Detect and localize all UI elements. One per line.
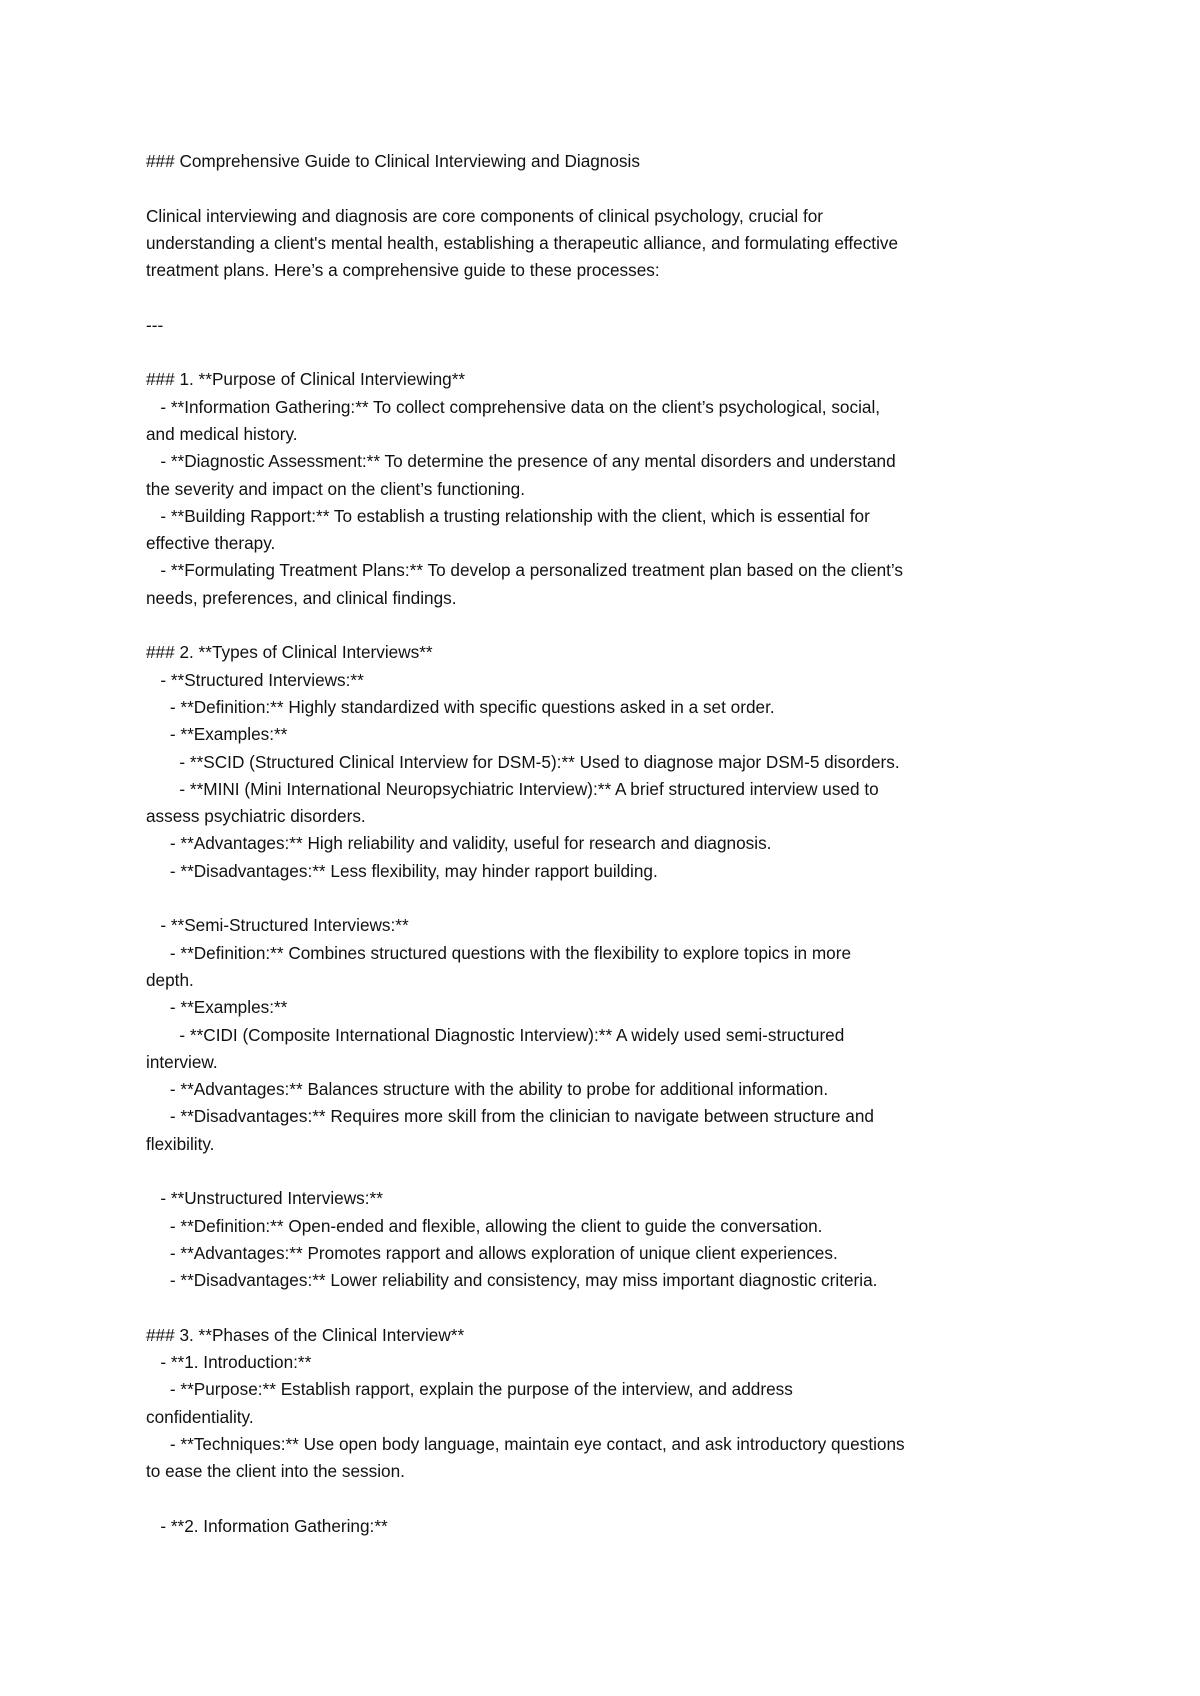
document-title: ### Comprehensive Guide to Clinical Interviewing and Diagnosis	[146, 151, 640, 171]
section-heading: ### 2. **Types of Clinical Interviews**	[146, 642, 433, 663]
list-line: - **Semi-Structured Interviews:**	[146, 915, 409, 936]
list-line: - **Disadvantages:** Lower reliability and consistency, may miss important diagnostic criteria.	[146, 1270, 878, 1291]
list-line: depth.	[146, 969, 194, 990]
list-line: - **Definition:** Combines structured questions with the flexibility to explore topics in more	[146, 942, 852, 963]
list-line: - **Advantages:** Balances structure with the ability to probe for additional information.	[146, 1079, 829, 1100]
list-line: - **2. Information Gathering:**	[146, 1515, 388, 1536]
blank-line	[146, 284, 1076, 311]
list-line: the severity and impact on the client’s functioning.	[146, 478, 525, 499]
list-line: - **Diagnostic Assessment:** To determine the presence of any mental disorders and understand	[146, 451, 896, 472]
list-line: - **Purpose:** Establish rapport, explain the purpose of the interview, and address	[146, 1379, 793, 1400]
list-line: - **Examples:**	[146, 997, 288, 1018]
section-heading: ### 1. **Purpose of Clinical Interviewing**	[146, 369, 466, 390]
list-line: - **Techniques:** Use open body language, maintain eye contact, and ask introductory questions	[146, 1433, 905, 1454]
list-line: to ease the client into the session.	[146, 1461, 405, 1482]
list-line: - **Structured Interviews:**	[146, 669, 364, 690]
list-line: - **1. Introduction:**	[146, 1352, 312, 1373]
list-line: - **SCID (Structured Clinical Interview for DSM-5):** Used to diagnose major DSM-5 disorders.	[146, 751, 900, 772]
blank-line	[146, 1486, 1076, 1513]
blank-line	[146, 1294, 1076, 1321]
blank-line	[146, 339, 1076, 366]
list-line: - **Disadvantages:** Requires more skill from the clinician to navigate between structure and	[146, 1106, 874, 1127]
intro-line: understanding a client's mental health, establishing a therapeutic alliance, and formulating effective	[146, 232, 899, 253]
blank-line	[146, 175, 1076, 202]
intro-line: Clinical interviewing and diagnosis are core components of clinical psychology, crucial for	[146, 205, 824, 226]
list-line: and medical history.	[146, 423, 298, 444]
section-heading: ### 3. **Phases of the Clinical Interview**	[146, 1324, 465, 1345]
blank-line	[146, 1158, 1076, 1185]
list-line: - **Information Gathering:** To collect comprehensive data on the client’s psychological, social,	[146, 396, 881, 417]
separator: ---	[146, 314, 164, 335]
list-line: - **CIDI (Composite International Diagnostic Interview):** A widely used semi-structured	[146, 1024, 845, 1045]
list-line: - **Advantages:** Promotes rapport and allows exploration of unique client experiences.	[146, 1242, 838, 1263]
list-line: - **MINI (Mini International Neuropsychiatric Interview):** A brief structured interview used to	[146, 778, 879, 799]
list-line: flexibility.	[146, 1133, 215, 1154]
list-line: needs, preferences, and clinical findings.	[146, 587, 457, 608]
list-line: - **Definition:** Highly standardized with specific questions asked in a set order.	[146, 696, 775, 717]
list-line: interview.	[146, 1051, 218, 1072]
list-line: confidentiality.	[146, 1406, 254, 1427]
blank-line	[146, 885, 1076, 912]
blank-line	[146, 612, 1076, 639]
list-line: - **Advantages:** High reliability and validity, useful for research and diagnosis.	[146, 833, 772, 854]
intro-line: treatment plans. Here’s a comprehensive guide to these processes:	[146, 260, 660, 281]
list-line: effective therapy.	[146, 533, 276, 554]
list-line: assess psychiatric disorders.	[146, 806, 366, 827]
list-line: - **Definition:** Open-ended and flexible, allowing the client to guide the conversation.	[146, 1215, 823, 1236]
list-line: - **Formulating Treatment Plans:** To develop a personalized treatment plan based on the client’s	[146, 560, 904, 581]
list-line: - **Disadvantages:** Less flexibility, may hinder rapport building.	[146, 860, 658, 881]
list-line: - **Building Rapport:** To establish a trusting relationship with the client, which is essential for	[146, 505, 870, 526]
list-line: - **Examples:**	[146, 724, 288, 745]
document-body	[146, 148, 1076, 1540]
list-line: - **Unstructured Interviews:**	[146, 1188, 383, 1209]
